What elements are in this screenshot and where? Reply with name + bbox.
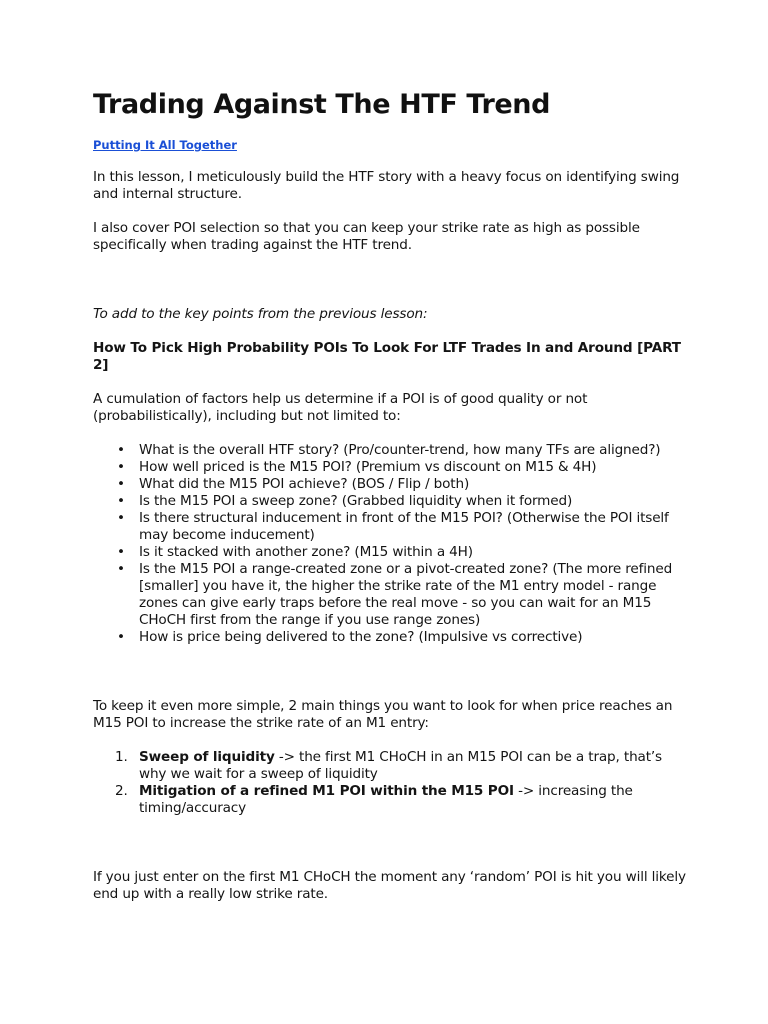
document-page <box>93 88 693 903</box>
italic-note: To add to the key points from the previous lesson: <box>93 306 428 322</box>
list-item: • What is the overall HTF story? (Pro/counter-trend, how many TFs are aligned?) <box>139 442 693 459</box>
cumulation-paragraph: A cumulation of factors help us determine if a POI is of good quality or not (probabilistically), including but not limited to: <box>93 391 588 424</box>
list-number: 2. <box>115 783 128 799</box>
list-item: • How is price being delivered to the zone? (Impulsive vs corrective) <box>139 629 693 646</box>
list-item: • What did the M15 POI achieve? (BOS / Flip / both) <box>139 476 693 493</box>
intro-paragraph-1: In this lesson, I meticulously build the HTF story with a heavy focus on identifying swing and internal structure. <box>93 169 680 202</box>
list-item <box>115 783 693 817</box>
section-heading: How To Pick High Probability POIs To Look For LTF Trades In and Around [PART 2] <box>93 340 681 373</box>
list-item: • Is it stacked with another zone? (M15 within a 4H) <box>139 544 693 561</box>
list-item: • Is there structural inducement in front of the M15 POI? (Otherwise the POI itself may become inducement) <box>139 510 693 544</box>
intro-paragraph-2: I also cover POI selection so that you can keep your strike rate as high as possible specifically when trading against the HTF trend. <box>93 220 640 253</box>
final-paragraph: If you just enter on the first M1 CHoCH the moment any ‘random’ POI is hit you will likely end up with a really low strike rate. <box>93 869 686 902</box>
list-item: • Is the M15 POI a range-created zone or a pivot-created zone? (The more refined [smaller] you have it, the higher the strike rate of the M1 entry model - range zones can give early traps before the real move - so you can wait for an M15 CHoCH first from the range if you use range zones) <box>139 561 693 629</box>
factors-list <box>93 442 693 646</box>
list-item-bold: Mitigation of a refined M1 POI within the M15 POI <box>139 783 514 799</box>
page-title: Trading Against The HTF Trend <box>93 89 551 120</box>
list-item <box>115 749 693 783</box>
list-item: • How well priced is the M15 POI? (Premium vs discount on M15 & 4H) <box>139 459 693 476</box>
list-item-bold: Sweep of liquidity <box>139 749 275 765</box>
list-number: 1. <box>115 749 128 765</box>
list-item-text: -> increasing the timing/accuracy <box>139 783 633 816</box>
putting-it-all-together-link[interactable]: Putting It All Together <box>93 138 237 152</box>
list-item-text: -> the first M1 CHoCH in an M15 POI can be a trap, that’s why we wait for a sweep of liquidity <box>139 749 662 782</box>
main-things-list <box>93 749 693 817</box>
simple-paragraph: To keep it even more simple, 2 main things you want to look for when price reaches an M15 POI to increase the strike rate of an M1 entry: <box>93 698 673 731</box>
list-item: • Is the M15 POI a sweep zone? (Grabbed liquidity when it formed) <box>139 493 693 510</box>
